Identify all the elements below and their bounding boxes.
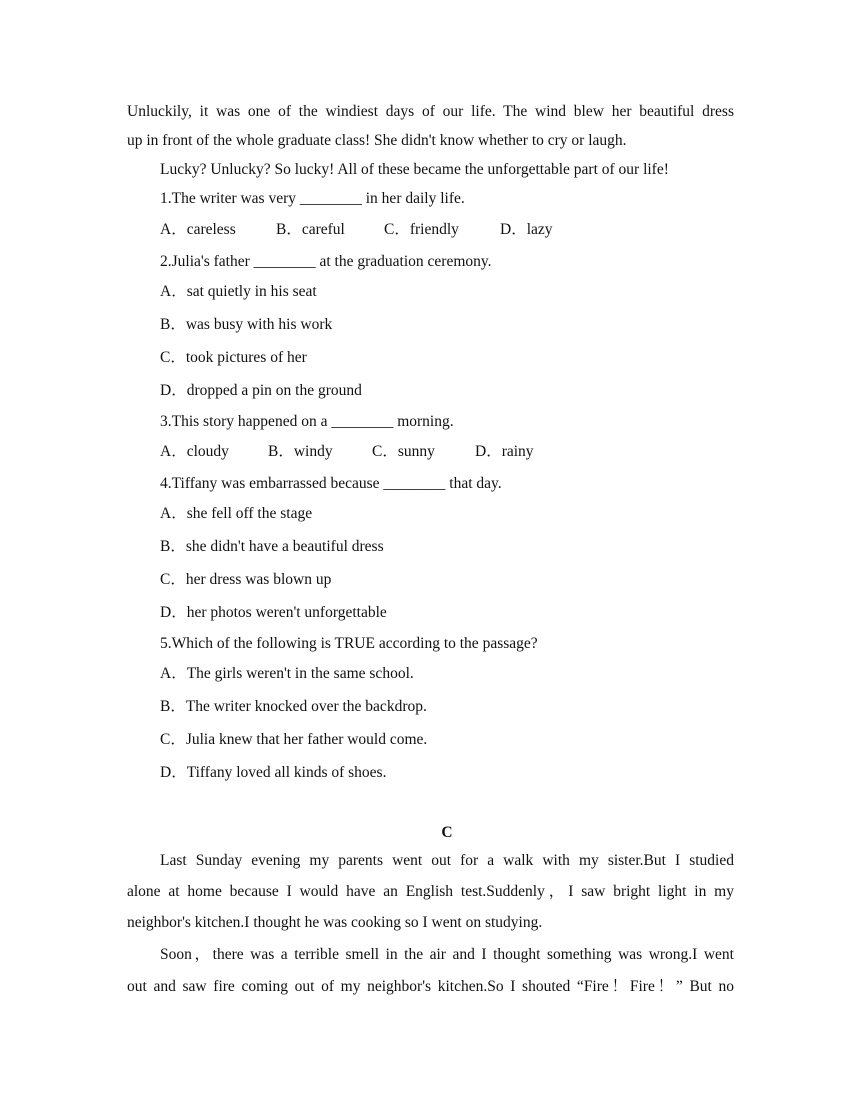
option-d: D．lazy [500, 221, 553, 238]
option-b: B．The writer knocked over the backdrop. [160, 698, 427, 715]
option-a: A．careless [160, 221, 236, 238]
option-b: B．windy [268, 443, 333, 460]
question-4-stem: 4.Tiffany was embarrassed because ________ that day. [160, 475, 502, 492]
option-a: A．cloudy [160, 443, 229, 460]
question-1-options [160, 220, 734, 240]
passage-line: Last Sunday evening my parents went out for a walk with my sister.But I studied [160, 852, 734, 869]
option-a: A．sat quietly in his seat [160, 283, 317, 300]
passage-line: alone at home because I would have an English test.Suddenly，I saw bright light in my [127, 883, 734, 900]
section-heading: C [441, 824, 453, 841]
option-a: A．she fell off the stage [160, 505, 313, 522]
option-c: C．her dress was blown up [160, 571, 332, 588]
option-d: D．her photos weren't unforgettable [160, 604, 387, 621]
question-3-options [160, 442, 734, 462]
option-b: B．was busy with his work [160, 316, 333, 333]
passage-line: out and saw fire coming out of my neighbor's kitchen.So I shouted “Fire！Fire！” But no [127, 978, 734, 995]
option-c: C．Julia knew that her father would come. [160, 731, 428, 748]
option-a: A．The girls weren't in the same school. [160, 665, 414, 682]
option-c: C．took pictures of her [160, 349, 307, 366]
question-2-stem: 2.Julia's father ________ at the graduation ceremony. [160, 253, 492, 270]
question-3-stem: 3.This story happened on a ________ morning. [160, 413, 454, 430]
option-c: C．sunny [372, 443, 435, 460]
question-5-stem: 5.Which of the following is TRUE according to the passage? [160, 635, 538, 652]
option-b: B．she didn't have a beautiful dress [160, 538, 384, 555]
passage-line: up in front of the whole graduate class! She didn't know whether to cry or laugh. [127, 132, 627, 149]
passage-line: Soon，there was a terrible smell in the air and I thought something was wrong.I went [160, 946, 734, 963]
passage-line: Lucky? Unlucky? So lucky! All of these became the unforgettable part of our life! [160, 161, 669, 178]
option-b: B．careful [276, 221, 345, 238]
passage-line: neighbor's kitchen.I thought he was cooking so I went on studying. [127, 914, 543, 931]
question-1-stem: 1.The writer was very ________ in her daily life. [160, 190, 465, 207]
passage-line: Unluckily, it was one of the windiest days of our life. The wind blew her beautiful dress [127, 103, 734, 120]
option-d: D．rainy [475, 443, 534, 460]
option-c: C．friendly [384, 221, 459, 238]
option-d: D．Tiffany loved all kinds of shoes. [160, 764, 387, 781]
option-d: D．dropped a pin on the ground [160, 382, 362, 399]
